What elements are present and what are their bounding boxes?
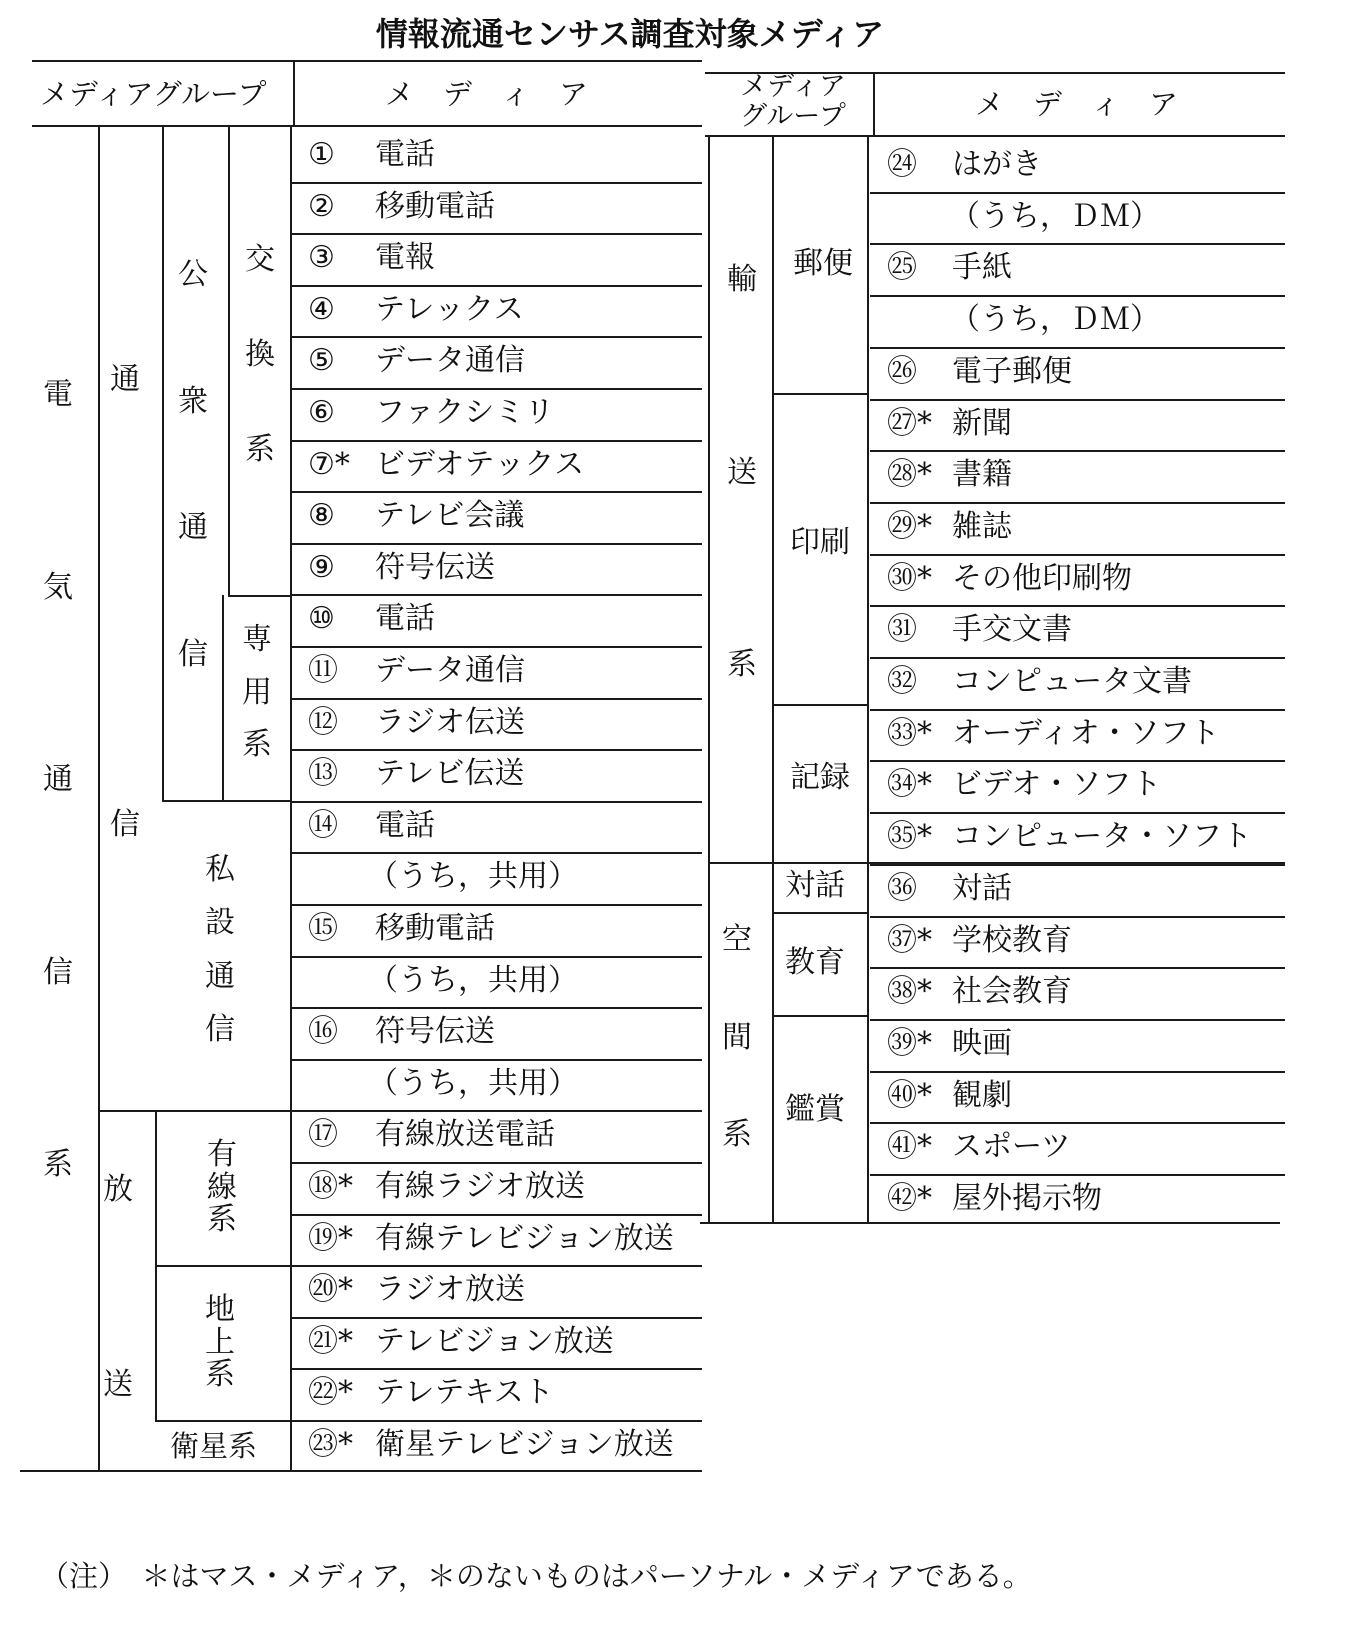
left-media-number: ⑳*	[308, 1272, 353, 1308]
left-media-row-rule	[292, 1059, 702, 1061]
right-media-name: 学校教育	[952, 922, 1072, 958]
left-media-row-rule	[292, 594, 702, 596]
group-shisetsu-tsushin-char: 通	[205, 958, 235, 994]
group-denki-tsushin-kei	[43, 377, 73, 1182]
left-media-number: ⑨	[308, 549, 335, 585]
group-kosyu-tsushin-char: 公	[178, 257, 208, 292]
left-media-row-rule	[292, 1214, 702, 1216]
right-media-number: ㉔	[887, 147, 917, 182]
group-kansho: 鑑賞	[785, 1092, 845, 1127]
tsushin-kosyu-divider	[162, 125, 164, 800]
right-header-divider	[873, 72, 875, 135]
left-media-name: テレビ伝送	[375, 756, 525, 792]
yusen-chijo-sep	[155, 1265, 290, 1267]
right-media-row-rule	[870, 399, 1285, 401]
right-media-number: ㉕	[887, 250, 917, 286]
right-media-row-rule	[870, 864, 1285, 866]
group-denki-tsushin-kei-char: 系	[43, 1147, 73, 1182]
left-media-number: ⑱*	[308, 1169, 353, 1204]
right-media-name: 電子郵便	[952, 353, 1072, 389]
left-media-row-rule	[292, 1420, 702, 1422]
right-media-number: ㊵*	[887, 1077, 932, 1113]
group-kukan-kei	[722, 922, 752, 1152]
right-media-number: ㊳*	[887, 974, 932, 1010]
group-yusen-kei-char: 有	[207, 1137, 237, 1172]
right-media-number: ㉜	[887, 664, 917, 699]
denki-divider	[98, 125, 100, 1470]
right-media-number: ㉝*	[887, 715, 932, 751]
left-media-name: 電話	[375, 601, 435, 637]
chijo-eisei-sep	[155, 1420, 290, 1422]
group-kosyu-tsushin	[178, 257, 208, 672]
left-media-number: ⑫	[308, 704, 338, 740]
right-media-name: 手交文書	[952, 612, 1072, 648]
left-media-name: ビデオテックス	[375, 446, 585, 482]
document-title: 情報流通センサス調査対象メディア	[375, 15, 885, 53]
group-kokan-kei	[245, 242, 275, 467]
right-media-row-rule	[870, 967, 1285, 969]
left-media-row-rule	[292, 388, 702, 390]
left-media-row-rule	[292, 543, 702, 545]
group-denki-tsushin-kei-char: 通	[43, 762, 73, 797]
left-media-number: ①	[308, 137, 335, 172]
group-senyo-kei-char: 系	[242, 727, 272, 762]
group-shisetsu-tsushin-char: 信	[205, 1011, 235, 1047]
left-media-row-rule	[292, 491, 702, 493]
group-chijo-kei-char: 地	[205, 1292, 235, 1327]
group-chijo-kei-char: 上	[205, 1324, 235, 1360]
right-media-name: その他印刷物	[952, 560, 1132, 596]
left-media-number: ㉒*	[308, 1375, 353, 1411]
left-media-name: ラジオ伝送	[375, 704, 525, 740]
right-media-name: オーディオ・ソフト	[952, 715, 1220, 751]
left-media-name: 移動電話	[375, 911, 495, 946]
group-kukan-kei-char: 系	[722, 1117, 752, 1152]
kosyu-senyo-divider	[222, 595, 224, 800]
right-media-row-rule	[870, 1174, 1285, 1176]
right-media-number: ㊶*	[887, 1129, 932, 1165]
group-yuso-kei-char: 送	[727, 454, 757, 490]
kosyu-kokan-divider	[228, 125, 230, 595]
left-media-name: 符号伝送	[375, 549, 495, 585]
group-tsushin-char: 通	[110, 362, 140, 397]
right-media-col-divider	[867, 135, 869, 1222]
right-media-number: ㉖	[887, 353, 917, 389]
right-media-number: ㉗*	[887, 405, 932, 441]
left-media-row-rule	[292, 1368, 702, 1370]
right-media-name: スポーツ	[952, 1129, 1071, 1165]
left-media-row-rule	[292, 852, 702, 854]
right-media-name: 観劇	[952, 1077, 1012, 1113]
kyoiku-kansho-sep	[772, 1015, 867, 1017]
group-insatsu: 印刷	[790, 525, 850, 560]
left-media-name: 電話	[375, 137, 435, 172]
left-media-name: ラジオ放送	[375, 1272, 525, 1308]
left-header-media: メ デ ィ ア	[385, 77, 589, 111]
right-media-row-rule	[870, 192, 1285, 194]
right-media-number: ㉘*	[887, 457, 932, 493]
left-media-number: ⑤	[308, 343, 335, 379]
right-media-name: コンピュータ文書	[952, 664, 1192, 699]
left-media-name: 衛星テレビジョン放送	[375, 1427, 674, 1462]
group-kosyu-tsushin-char: 通	[178, 510, 208, 546]
left-media-row-rule	[292, 1007, 702, 1009]
group-tsushin-char: 信	[110, 807, 140, 842]
left-media-name: 有線放送電話	[375, 1117, 555, 1153]
right-media-row-rule	[870, 243, 1285, 245]
left-media-row-rule	[292, 698, 702, 700]
left-media-row-rule	[292, 646, 702, 648]
left-media-name: データ通信	[375, 343, 525, 379]
right-outer-divider	[708, 135, 710, 1222]
right-header-rule	[705, 135, 1285, 137]
footnote: （注） ＊はマス・メディア，＊のないものはパーソナル・メディアである。	[40, 1559, 1032, 1593]
left-media-row-rule	[292, 801, 702, 803]
right-media-number: ㉞*	[887, 767, 932, 803]
left-media-number: ⑮	[308, 911, 338, 946]
left-media-row-rule	[292, 749, 702, 751]
left-media-name: テレビジョン放送	[375, 1323, 614, 1359]
group-shisetsu-tsushin-char: 私	[205, 852, 235, 887]
left-media-number: ⑦*	[308, 446, 350, 482]
group-denki-tsushin-kei-char: 信	[43, 954, 73, 990]
group-eisei-kei: 衛星系	[170, 1429, 258, 1463]
right-media-number: ㊷*	[887, 1181, 932, 1216]
left-media-name: テレテキスト	[375, 1375, 554, 1411]
right-group-divider	[772, 135, 774, 1222]
right-media-number: ㊱	[887, 870, 917, 906]
left-media-number: ⑲*	[308, 1220, 353, 1256]
left-media-number: ㉑*	[308, 1323, 353, 1359]
kosyu-shisetsu-sep	[162, 800, 290, 802]
left-media-name: 電話	[375, 807, 435, 843]
left-header-divider	[293, 62, 295, 125]
group-tsushin	[110, 362, 140, 842]
left-top-rule	[32, 60, 702, 62]
left-media-name: （うち，共用）	[368, 962, 578, 998]
left-media-number: ⑧	[308, 498, 335, 534]
right-media-row-rule	[870, 657, 1285, 659]
right-media-row-rule	[870, 605, 1285, 607]
group-yuso-kei-char: 系	[727, 647, 757, 682]
left-media-name: データ通信	[375, 653, 525, 688]
group-denki-tsushin-kei-char: 気	[43, 569, 73, 605]
group-kiroku: 記録	[790, 760, 850, 795]
left-media-row-rule	[292, 956, 702, 958]
right-media-number: ㊲*	[887, 922, 932, 958]
group-hoso	[103, 1172, 133, 1402]
insatsu-kiroku-sep	[772, 704, 867, 706]
right-media-number: ㉙*	[887, 508, 932, 544]
right-media-name: 雑誌	[952, 508, 1012, 544]
left-media-row-rule	[292, 904, 702, 906]
right-media-row-rule	[870, 812, 1285, 814]
left-media-number: ⑰	[308, 1117, 338, 1153]
left-media-name: 移動電話	[375, 188, 495, 224]
group-kokan-kei-char: 交	[245, 242, 275, 277]
right-media-name: 手紙	[952, 250, 1012, 286]
left-media-row-rule	[292, 1110, 702, 1112]
group-chijo-kei	[205, 1292, 235, 1392]
taiwa-kyoiku-sep	[772, 912, 867, 914]
left-media-row-rule	[292, 1265, 702, 1267]
left-header-media-group: メディアグループ	[40, 77, 267, 111]
right-media-name: （うち，ＤＭ）	[950, 198, 1160, 234]
left-media-number: ⑭	[308, 807, 338, 843]
right-media-name: 映画	[952, 1025, 1012, 1061]
right-media-row-rule	[870, 554, 1285, 556]
left-media-row-rule	[292, 1162, 702, 1164]
left-media-number: ⑪	[308, 653, 338, 688]
right-media-row-rule	[870, 1122, 1285, 1124]
left-media-number: ②	[308, 188, 335, 224]
right-media-row-rule	[870, 709, 1285, 711]
group-yusen-kei-char: 線	[207, 1169, 237, 1205]
right-media-name: はがき	[952, 147, 1042, 182]
right-media-number: ㉛	[887, 612, 917, 648]
left-media-number: ⑯	[308, 1014, 338, 1050]
group-yuso-kei-char: 輸	[727, 262, 757, 297]
left-bottom-rule	[20, 1470, 702, 1472]
right-bottom-rule	[700, 1222, 1280, 1224]
group-shisetsu-tsushin	[205, 852, 235, 1047]
group-kukan-kei-char: 空	[722, 922, 752, 957]
group-kokan-kei-char: 換	[245, 337, 275, 372]
right-media-name: ビデオ・ソフト	[952, 767, 1162, 803]
group-yubin: 郵便	[793, 246, 853, 281]
left-media-number: ⑩	[308, 601, 335, 637]
right-media-row-rule	[870, 760, 1285, 762]
left-media-name: テレックス	[375, 291, 524, 327]
yubin-insatsu-sep	[772, 393, 867, 395]
right-media-row-rule	[870, 916, 1285, 918]
left-media-name: 電報	[375, 240, 435, 276]
group-senyo-kei-char: 専	[242, 622, 272, 657]
kokan-senyo-sep	[228, 595, 290, 597]
left-header-rule	[32, 125, 702, 127]
right-media-number: ㉟*	[887, 819, 932, 855]
right-media-number: ㊴*	[887, 1025, 932, 1061]
left-media-name: 符号伝送	[375, 1014, 495, 1050]
left-media-name: （うち，共用）	[368, 1065, 578, 1101]
group-kyoiku: 教育	[785, 945, 845, 980]
left-media-number: ⑬	[308, 756, 338, 792]
right-header-media-group: メディア グループ	[740, 71, 846, 132]
right-media-row-rule	[870, 450, 1285, 452]
group-hoso-char: 放	[103, 1172, 133, 1207]
group-kosyu-tsushin-char: 信	[178, 636, 208, 672]
right-media-name: 屋外掲示物	[952, 1181, 1102, 1216]
right-media-number: ㉚*	[887, 560, 932, 596]
right-media-row-rule	[870, 347, 1285, 349]
left-media-name: テレビ会議	[375, 498, 525, 534]
group-kokan-kei-char: 系	[245, 432, 275, 467]
left-media-number: ⑥	[308, 395, 335, 430]
left-media-row-rule	[292, 233, 702, 235]
group-taiwa: 対話	[785, 868, 845, 903]
right-media-name: （うち，ＤＭ）	[950, 302, 1160, 338]
right-media-row-rule	[870, 1071, 1285, 1073]
left-media-number: ④	[308, 291, 335, 327]
left-media-name: （うち，共用）	[368, 859, 578, 895]
right-media-name: コンピュータ・ソフト	[952, 819, 1252, 855]
right-media-name: 書籍	[952, 457, 1012, 493]
left-media-name: 有線ラジオ放送	[375, 1169, 585, 1204]
right-media-row-rule	[870, 1019, 1285, 1021]
left-media-name: 有線テレビジョン放送	[375, 1220, 674, 1256]
group-kosyu-tsushin-char: 衆	[178, 383, 208, 419]
right-media-name: 対話	[952, 870, 1012, 906]
right-media-name: 新聞	[952, 405, 1012, 441]
left-media-row-rule	[292, 336, 702, 338]
group-yusen-kei-char: 系	[207, 1202, 237, 1237]
left-media-name: ファクシミリ	[375, 395, 555, 430]
right-header-media: メ デ ィ ア	[975, 87, 1179, 121]
left-media-number: ㉓*	[308, 1427, 353, 1462]
group-hoso-char: 送	[103, 1367, 133, 1402]
right-media-row-rule	[870, 502, 1285, 504]
group-denki-tsushin-kei-char: 電	[43, 377, 73, 412]
left-media-row-rule	[292, 182, 702, 184]
left-media-row-rule	[292, 1317, 702, 1319]
group-senyo-kei-char: 用	[242, 674, 272, 710]
left-media-row-rule	[292, 440, 702, 442]
group-kukan-kei-char: 間	[722, 1019, 752, 1055]
group-yusen-kei	[207, 1137, 237, 1237]
group-yuso-kei	[727, 262, 757, 682]
tsushin-hoso-sep	[98, 1110, 290, 1112]
right-media-name: 社会教育	[952, 974, 1072, 1010]
left-media-row-rule	[292, 285, 702, 287]
group-chijo-kei-char: 系	[205, 1357, 235, 1392]
right-media-row-rule	[870, 295, 1285, 297]
left-media-number: ③	[308, 240, 335, 276]
group-senyo-kei	[242, 622, 272, 762]
group-shisetsu-tsushin-char: 設	[205, 905, 235, 941]
left-media-col-divider	[290, 125, 292, 1470]
